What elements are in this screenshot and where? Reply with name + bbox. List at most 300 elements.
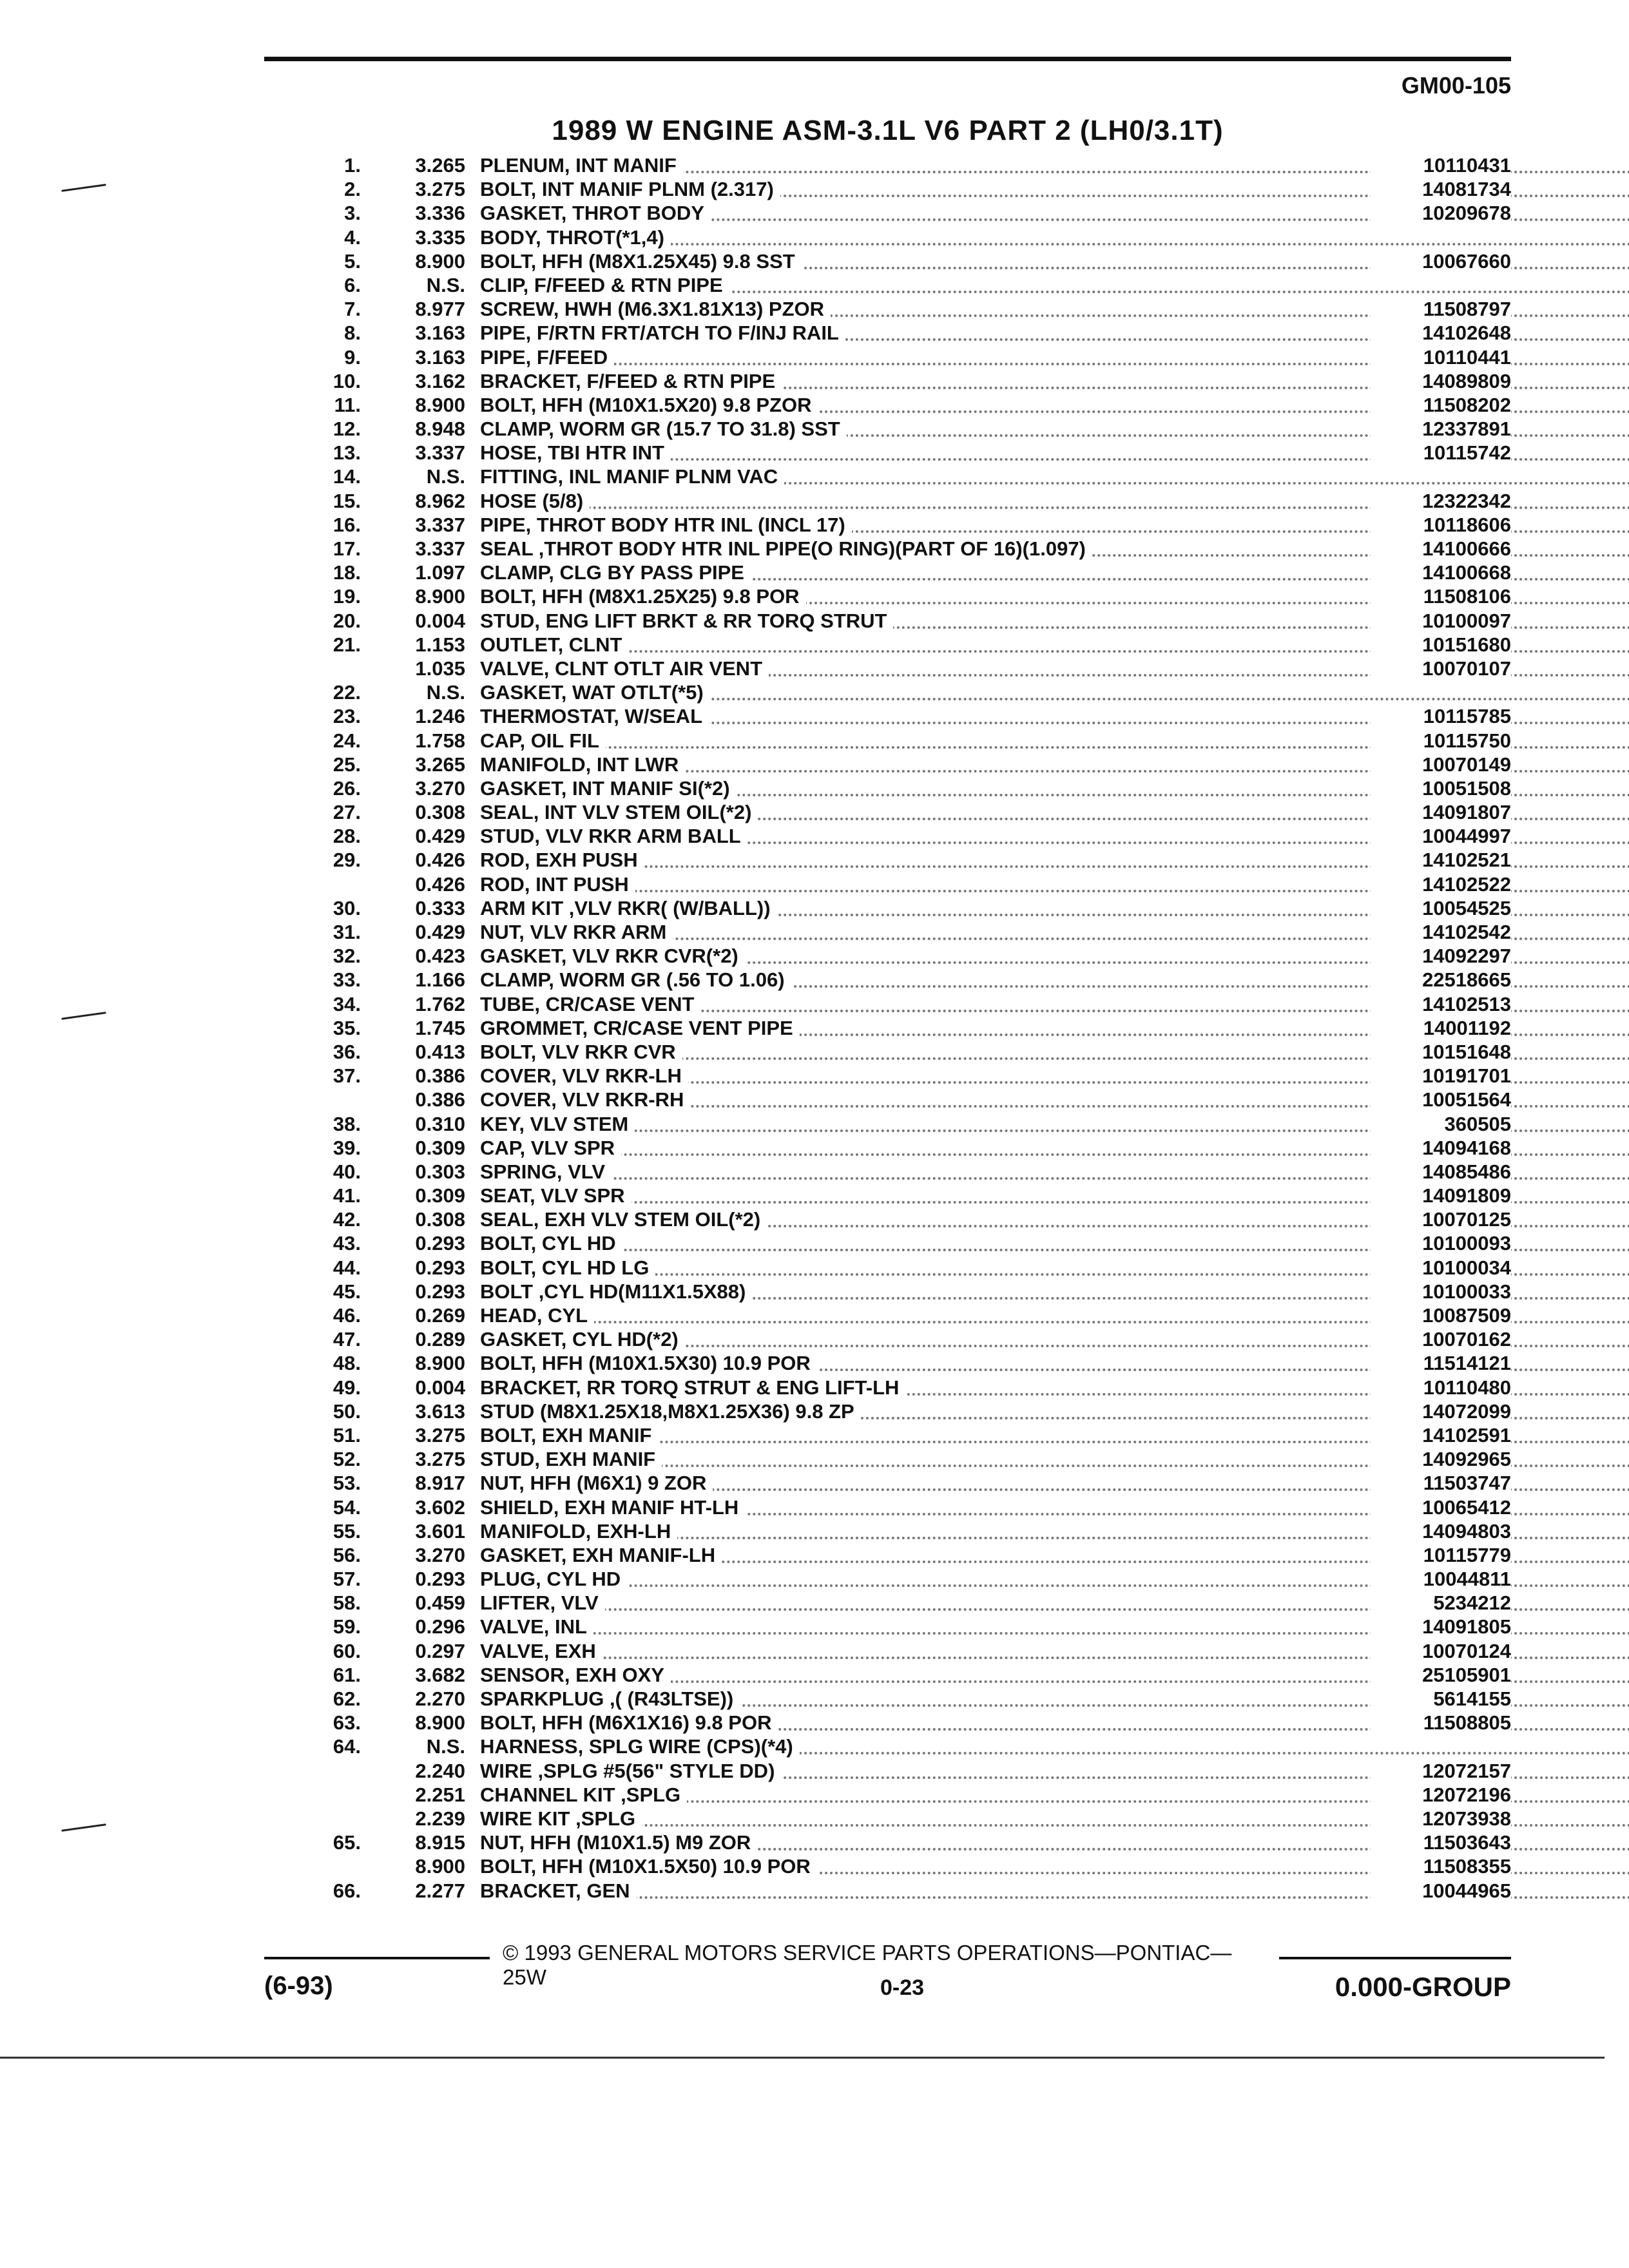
part-row <box>264 345 1511 369</box>
part-row <box>264 896 1511 920</box>
part-number: 10100033 <box>1371 1280 1511 1303</box>
part-row <box>264 249 1511 273</box>
part-detail: , TBI HTR INT <box>536 441 664 465</box>
part-row <box>264 1543 1511 1567</box>
group-number: 0.293 <box>415 1232 465 1255</box>
group-number: 0.333 <box>415 896 465 919</box>
part-detail: , HFH (M8X1.25X25) 9.8 POR <box>530 585 800 608</box>
part-detail: , VLV RKR-LH <box>551 1064 682 1088</box>
part-name: NUT <box>480 921 519 943</box>
part-row <box>264 489 1511 513</box>
part-description <box>480 800 758 824</box>
group-number: 2.239 <box>415 1807 465 1830</box>
group-number: 2.270 <box>415 1687 465 1710</box>
part-number: 12322342 <box>1371 489 1511 513</box>
part-row <box>264 1160 1511 1184</box>
item-number: 12. <box>333 418 361 441</box>
part-description <box>480 1399 861 1423</box>
part-number: 14091807 <box>1371 800 1511 824</box>
part-description <box>480 561 751 584</box>
item-number: 15. <box>333 489 361 512</box>
group-number: N.S. <box>426 1735 465 1758</box>
item-number: 21. <box>333 633 361 656</box>
group-number: 0.293 <box>415 1256 465 1279</box>
part-row <box>264 1040 1511 1064</box>
part-description <box>480 1184 631 1207</box>
part-row <box>264 1854 1511 1878</box>
part-description <box>480 321 845 345</box>
part-description <box>480 968 791 992</box>
part-name: CAP <box>480 729 520 752</box>
item-number: 9. <box>344 345 361 369</box>
part-number: 10151680 <box>1371 633 1511 657</box>
part-row <box>264 920 1511 944</box>
part-number: 11503643 <box>1371 1831 1511 1854</box>
part-detail: , F/FEED <box>525 345 608 369</box>
part-detail: , INT MANIF <box>564 154 677 177</box>
part-name: STUD <box>480 825 535 848</box>
part-name: BRACKET <box>480 1879 576 1902</box>
part-number: 22518665 <box>1371 968 1511 992</box>
part-name: STUD <box>480 1448 535 1471</box>
group-number: 0.429 <box>415 825 465 848</box>
item-number: 55. <box>333 1519 361 1542</box>
group-number: 3.275 <box>415 1448 465 1471</box>
part-number: 14092297 <box>1371 944 1511 968</box>
footer-rule-right <box>1279 1957 1511 1959</box>
item-number: 61. <box>333 1663 361 1686</box>
group-number: 3.337 <box>415 441 465 465</box>
part-number: 11508797 <box>1371 297 1511 321</box>
part-description <box>480 153 683 177</box>
part-name: BOLT <box>480 1040 531 1063</box>
part-name: HARNESS <box>480 1735 578 1758</box>
part-row <box>264 369 1511 393</box>
group-number: 0.303 <box>415 1160 465 1183</box>
part-description <box>480 1303 594 1327</box>
part-detail: , HFH (M8X1.25X45) 9.8 SST <box>530 249 795 273</box>
part-name: BOLT <box>480 1232 531 1255</box>
part-row <box>264 1088 1511 1111</box>
part-row <box>264 1447 1511 1471</box>
item-number: 34. <box>333 992 361 1015</box>
part-detail: , HWH (M6.3X1.81X13) PZOR <box>553 298 825 321</box>
part-description <box>480 1687 740 1711</box>
part-description <box>480 226 671 249</box>
part-name: KEY <box>480 1112 519 1135</box>
item-number: 62. <box>333 1687 361 1710</box>
part-row <box>264 1639 1511 1663</box>
group-number: 3.602 <box>415 1495 465 1519</box>
item-number: 60. <box>333 1639 361 1662</box>
item-number: 45. <box>333 1280 361 1303</box>
part-description <box>480 1160 612 1184</box>
part-name: CLAMP <box>480 418 549 441</box>
part-name: NUT <box>480 1831 519 1854</box>
part-number: 10115750 <box>1371 729 1511 753</box>
part-row <box>264 1735 1511 1758</box>
part-description <box>480 249 802 273</box>
group-number: 0.310 <box>415 1112 465 1135</box>
part-detail: , RR TORQ STRUT & ENG LIFT-LH <box>575 1376 900 1399</box>
part-name: SEAT <box>480 1184 530 1207</box>
part-description <box>480 417 847 441</box>
page-number: 0-23 <box>880 1975 925 2000</box>
part-description <box>480 1016 800 1040</box>
bottom-rule <box>0 2057 1605 2059</box>
part-row <box>264 1423 1511 1447</box>
part-detail: , F/FEED & RTN PIPE <box>575 369 776 392</box>
part-row <box>264 609 1511 633</box>
item-number: 20. <box>333 609 361 632</box>
part-name: CHANNEL KIT <box>480 1783 615 1806</box>
part-number: 11508805 <box>1371 1711 1511 1735</box>
part-detail: , VLV SPR <box>529 1184 625 1207</box>
part-name: VALVE <box>480 1639 544 1662</box>
group-number: 8.915 <box>415 1831 465 1854</box>
part-number: 10191701 <box>1371 1064 1511 1088</box>
part-description <box>480 1040 682 1064</box>
group-number: 1.153 <box>415 633 465 656</box>
part-description <box>480 609 893 633</box>
part-name: BOLT <box>480 585 531 608</box>
part-name: BOLT <box>480 249 531 273</box>
group-number: 3.337 <box>415 513 465 536</box>
part-detail: , INT MANIF PLNM (2.317) <box>530 178 774 201</box>
item-number: 24. <box>333 729 361 752</box>
part-row <box>264 1807 1511 1831</box>
part-number: 10110431 <box>1371 153 1511 177</box>
part-description <box>480 1639 602 1663</box>
item-number: 36. <box>333 1040 361 1063</box>
part-name: PIPE <box>480 322 526 345</box>
part-number: 14100668 <box>1371 561 1511 584</box>
part-number: 10044965 <box>1371 1879 1511 1903</box>
page-title: 1989 W ENGINE ASM-3.1L V6 PART 2 (LH0/3.1T) <box>552 115 1224 146</box>
part-description <box>480 1280 752 1303</box>
part-number: 14102648 <box>1371 321 1511 345</box>
item-number: 25. <box>333 753 361 776</box>
item-number: 28. <box>333 825 361 848</box>
part-detail: , VLV <box>556 1160 606 1183</box>
part-name: BOLT <box>480 1855 531 1878</box>
part-detail: , THROT BODY HTR INL (INCL 17) <box>525 513 845 536</box>
part-number: 10110480 <box>1371 1376 1511 1399</box>
item-number: 2. <box>344 178 361 201</box>
group-number: 2.240 <box>415 1759 465 1782</box>
part-number: 12337891 <box>1371 417 1511 441</box>
item-number: 23. <box>333 705 361 728</box>
group-number: 1.035 <box>415 657 465 680</box>
group-number: 0.308 <box>415 801 465 824</box>
group-number: 0.309 <box>415 1136 465 1159</box>
group-number: 8.900 <box>415 393 465 416</box>
part-number: 14094168 <box>1371 1136 1511 1160</box>
part-detail: , VLV RKR CVR(*2) <box>561 945 738 968</box>
part-row <box>264 1567 1511 1591</box>
part-row <box>264 1064 1511 1088</box>
part-number: 360505 <box>1371 1112 1511 1136</box>
part-row <box>264 680 1511 704</box>
part-name: ARM KIT <box>480 896 564 919</box>
item-number: 35. <box>333 1016 361 1039</box>
footer-rule-left <box>264 1957 490 1959</box>
part-detail: , INL MANIF PLNM VAC <box>557 465 778 488</box>
part-number: 11503747 <box>1371 1471 1511 1495</box>
group-number: 3.270 <box>415 776 465 800</box>
part-detail: (5/8) <box>536 489 584 512</box>
part-number: 11514121 <box>1371 1351 1511 1375</box>
part-description <box>480 657 769 680</box>
part-description <box>480 1591 605 1615</box>
top-rule <box>264 57 1511 61</box>
part-detail: , CLNT <box>557 633 622 656</box>
group-number: 8.900 <box>415 1855 465 1878</box>
part-name: FITTING <box>480 465 558 488</box>
part-detail: , WORM GR (15.7 TO 31.8) SST <box>548 418 840 441</box>
part-description <box>480 1064 688 1088</box>
part-detail: ,SPLG <box>570 1807 636 1830</box>
part-row <box>264 1783 1511 1807</box>
part-row <box>264 584 1511 608</box>
part-number: 10087509 <box>1371 1303 1511 1327</box>
part-number: 14001192 <box>1371 1016 1511 1040</box>
part-name: CAP <box>480 1136 520 1159</box>
group-number: 8.948 <box>415 418 465 441</box>
part-row <box>264 1231 1511 1255</box>
part-description <box>480 489 590 513</box>
part-description <box>480 345 614 369</box>
part-number: 11508355 <box>1371 1854 1511 1878</box>
part-row <box>264 297 1511 321</box>
part-row <box>264 417 1511 441</box>
part-detail: , VLV STEM <box>519 1112 629 1135</box>
group-number: 0.289 <box>415 1328 465 1351</box>
part-description <box>480 1088 690 1111</box>
item-number: 26. <box>333 776 361 800</box>
part-row <box>264 1495 1511 1519</box>
part-detail: , VLV RKR ARM BALL <box>534 825 741 848</box>
part-row <box>264 1376 1511 1399</box>
part-name: GASKET <box>480 202 561 225</box>
part-number: 10067660 <box>1371 249 1511 273</box>
part-description <box>480 1327 685 1351</box>
part-description <box>480 273 729 297</box>
item-number: 53. <box>333 1472 361 1495</box>
part-number: 5234212 <box>1371 1591 1511 1615</box>
part-row <box>264 1471 1511 1495</box>
part-name: STUD <box>480 609 535 632</box>
item-number: 41. <box>333 1184 361 1207</box>
item-number: 38. <box>333 1112 361 1135</box>
part-detail: , CYL HD <box>535 1568 621 1591</box>
part-description <box>480 584 806 608</box>
part-name: SEAL <box>480 537 534 560</box>
part-description <box>480 1735 800 1758</box>
part-detail: , EXH MANIF HT-LH <box>553 1495 739 1519</box>
group-number: 3.162 <box>415 369 465 392</box>
part-row <box>264 1327 1511 1351</box>
binder-hole-mark <box>61 184 106 192</box>
part-description <box>480 704 709 728</box>
part-description <box>480 824 747 848</box>
group-number: 3.337 <box>415 537 465 560</box>
part-row <box>264 992 1511 1016</box>
group-number: 3.335 <box>415 226 465 249</box>
part-number: 14092965 <box>1371 1447 1511 1471</box>
item-number: 52. <box>333 1448 361 1471</box>
part-detail: ,SPLG #5(56" STYLE DD) <box>532 1759 775 1782</box>
part-row <box>264 1831 1511 1854</box>
group-number: 0.296 <box>415 1615 465 1639</box>
part-row <box>264 800 1511 824</box>
group-number: 0.293 <box>415 1280 465 1303</box>
part-detail: , GEN <box>575 1879 630 1902</box>
part-name: SENSOR <box>480 1663 564 1686</box>
part-number: 25105901 <box>1371 1663 1511 1687</box>
part-detail: , EXH OXY <box>564 1663 664 1686</box>
item-number: 30. <box>333 896 361 919</box>
part-name: STUD <box>480 1399 535 1423</box>
part-detail: ,CYL HD(M11X1.5X88) <box>533 1280 746 1303</box>
group-number: 3.163 <box>415 345 465 369</box>
part-description <box>480 1256 655 1280</box>
part-name: BRACKET <box>480 1376 576 1399</box>
item-number: 46. <box>333 1304 361 1327</box>
item-number: 1. <box>344 154 361 177</box>
part-row <box>264 177 1511 201</box>
part-detail: , HFH (M10X1.5) M9 ZOR <box>519 1831 751 1854</box>
part-number: 10209678 <box>1371 201 1511 225</box>
part-number: 10115742 <box>1371 441 1511 465</box>
part-name: MANIFOLD <box>480 1519 586 1542</box>
part-number: 10065412 <box>1371 1495 1511 1519</box>
part-description <box>480 729 606 753</box>
part-detail: , WORM GR (.56 TO 1.06) <box>548 968 785 992</box>
part-description <box>480 896 777 920</box>
item-number: 13. <box>333 441 361 465</box>
part-name: BOLT <box>480 178 531 201</box>
item-number: 14. <box>333 465 361 488</box>
group-number: 0.429 <box>415 921 465 943</box>
part-name: VALVE <box>480 1615 544 1639</box>
part-description <box>480 753 685 776</box>
item-number: 11. <box>334 393 361 416</box>
part-description <box>480 920 673 944</box>
group-number: 1.762 <box>415 992 465 1015</box>
part-name: GASKET <box>480 776 561 800</box>
part-name: PLENUM <box>480 154 564 177</box>
part-number: 14081734 <box>1371 177 1511 201</box>
part-detail: , INL <box>543 1615 587 1639</box>
part-description <box>480 1231 622 1255</box>
part-detail: ,( (R43LTSE)) <box>604 1687 734 1710</box>
item-number: 10. <box>333 369 361 392</box>
part-name: BOLT <box>480 393 531 416</box>
part-name: PIPE <box>480 513 526 536</box>
part-row <box>264 226 1511 249</box>
part-detail: , INT VLV STEM OIL(*2) <box>533 801 752 824</box>
part-description <box>480 992 700 1016</box>
part-number: 10100093 <box>1371 1231 1511 1255</box>
item-number: 50. <box>333 1399 361 1423</box>
part-number: 10070149 <box>1371 753 1511 776</box>
group-number: 0.423 <box>415 945 465 968</box>
part-description <box>480 1783 687 1807</box>
part-number: 11508202 <box>1371 393 1511 417</box>
group-number: 0.004 <box>415 1376 465 1399</box>
part-description <box>480 680 710 704</box>
item-number: 40. <box>333 1160 361 1183</box>
part-detail: , EXH MANIF <box>534 1448 656 1471</box>
item-number: 51. <box>333 1423 361 1446</box>
item-number: 56. <box>333 1543 361 1566</box>
group-number: 1.097 <box>415 561 465 584</box>
part-detail: , ENG LIFT BRKT & RR TORQ STRUT <box>534 609 887 632</box>
item-number: 58. <box>333 1591 361 1615</box>
part-detail: , INT MANIF SI(*2) <box>561 776 730 800</box>
part-detail: , F/FEED & RTN PIPE <box>523 273 723 296</box>
part-row <box>264 321 1511 345</box>
part-detail: , F/RTN FRT/ATCH TO F/INJ RAIL <box>525 322 839 345</box>
group-number: 2.277 <box>415 1879 465 1902</box>
part-number: 14072099 <box>1371 1399 1511 1423</box>
part-row <box>264 153 1511 177</box>
group-number: 8.900 <box>415 585 465 608</box>
part-row <box>264 776 1511 800</box>
part-row <box>264 561 1511 584</box>
part-row <box>264 393 1511 417</box>
part-number: 10051508 <box>1371 776 1511 800</box>
part-name: BOLT <box>480 1423 531 1446</box>
item-number: 63. <box>333 1711 361 1735</box>
part-description <box>480 441 671 465</box>
item-number: 66. <box>333 1879 361 1902</box>
part-number: 14102542 <box>1371 920 1511 944</box>
part-row <box>264 1663 1511 1687</box>
item-number: 57. <box>333 1568 361 1591</box>
group-number: 3.336 <box>415 202 465 225</box>
part-name: GASKET <box>480 1328 561 1351</box>
part-detail: , HFH (M6X1X16) 9.8 POR <box>530 1711 772 1735</box>
group-number: 0.297 <box>415 1639 465 1662</box>
part-name: BOLT <box>480 1256 531 1279</box>
group-label: 0.000-GROUP <box>1335 1972 1511 2002</box>
part-name: COVER <box>480 1088 552 1111</box>
group-number: 2.251 <box>415 1783 465 1806</box>
group-number: 3.275 <box>415 1423 465 1446</box>
part-description <box>480 177 780 201</box>
group-number: 0.293 <box>415 1568 465 1591</box>
item-number: 44. <box>333 1256 361 1279</box>
part-description <box>480 1376 905 1399</box>
part-description <box>480 944 745 968</box>
part-detail: , CYL HD LG <box>530 1256 650 1279</box>
part-name: GASKET <box>480 1543 561 1566</box>
part-description <box>480 369 782 393</box>
part-row <box>264 465 1511 488</box>
part-detail: , CYL HD <box>530 1232 616 1255</box>
part-name: CLIP <box>480 273 523 296</box>
part-description <box>480 1759 781 1783</box>
part-detail: , HFH (M10X1.5X30) 10.9 POR <box>530 1352 811 1375</box>
part-description <box>480 1495 745 1519</box>
part-name: ROD <box>480 872 525 896</box>
part-row <box>264 729 1511 753</box>
part-name: THERMOSTAT <box>480 705 614 728</box>
item-number: 27. <box>333 801 361 824</box>
group-number: 8.900 <box>415 249 465 273</box>
